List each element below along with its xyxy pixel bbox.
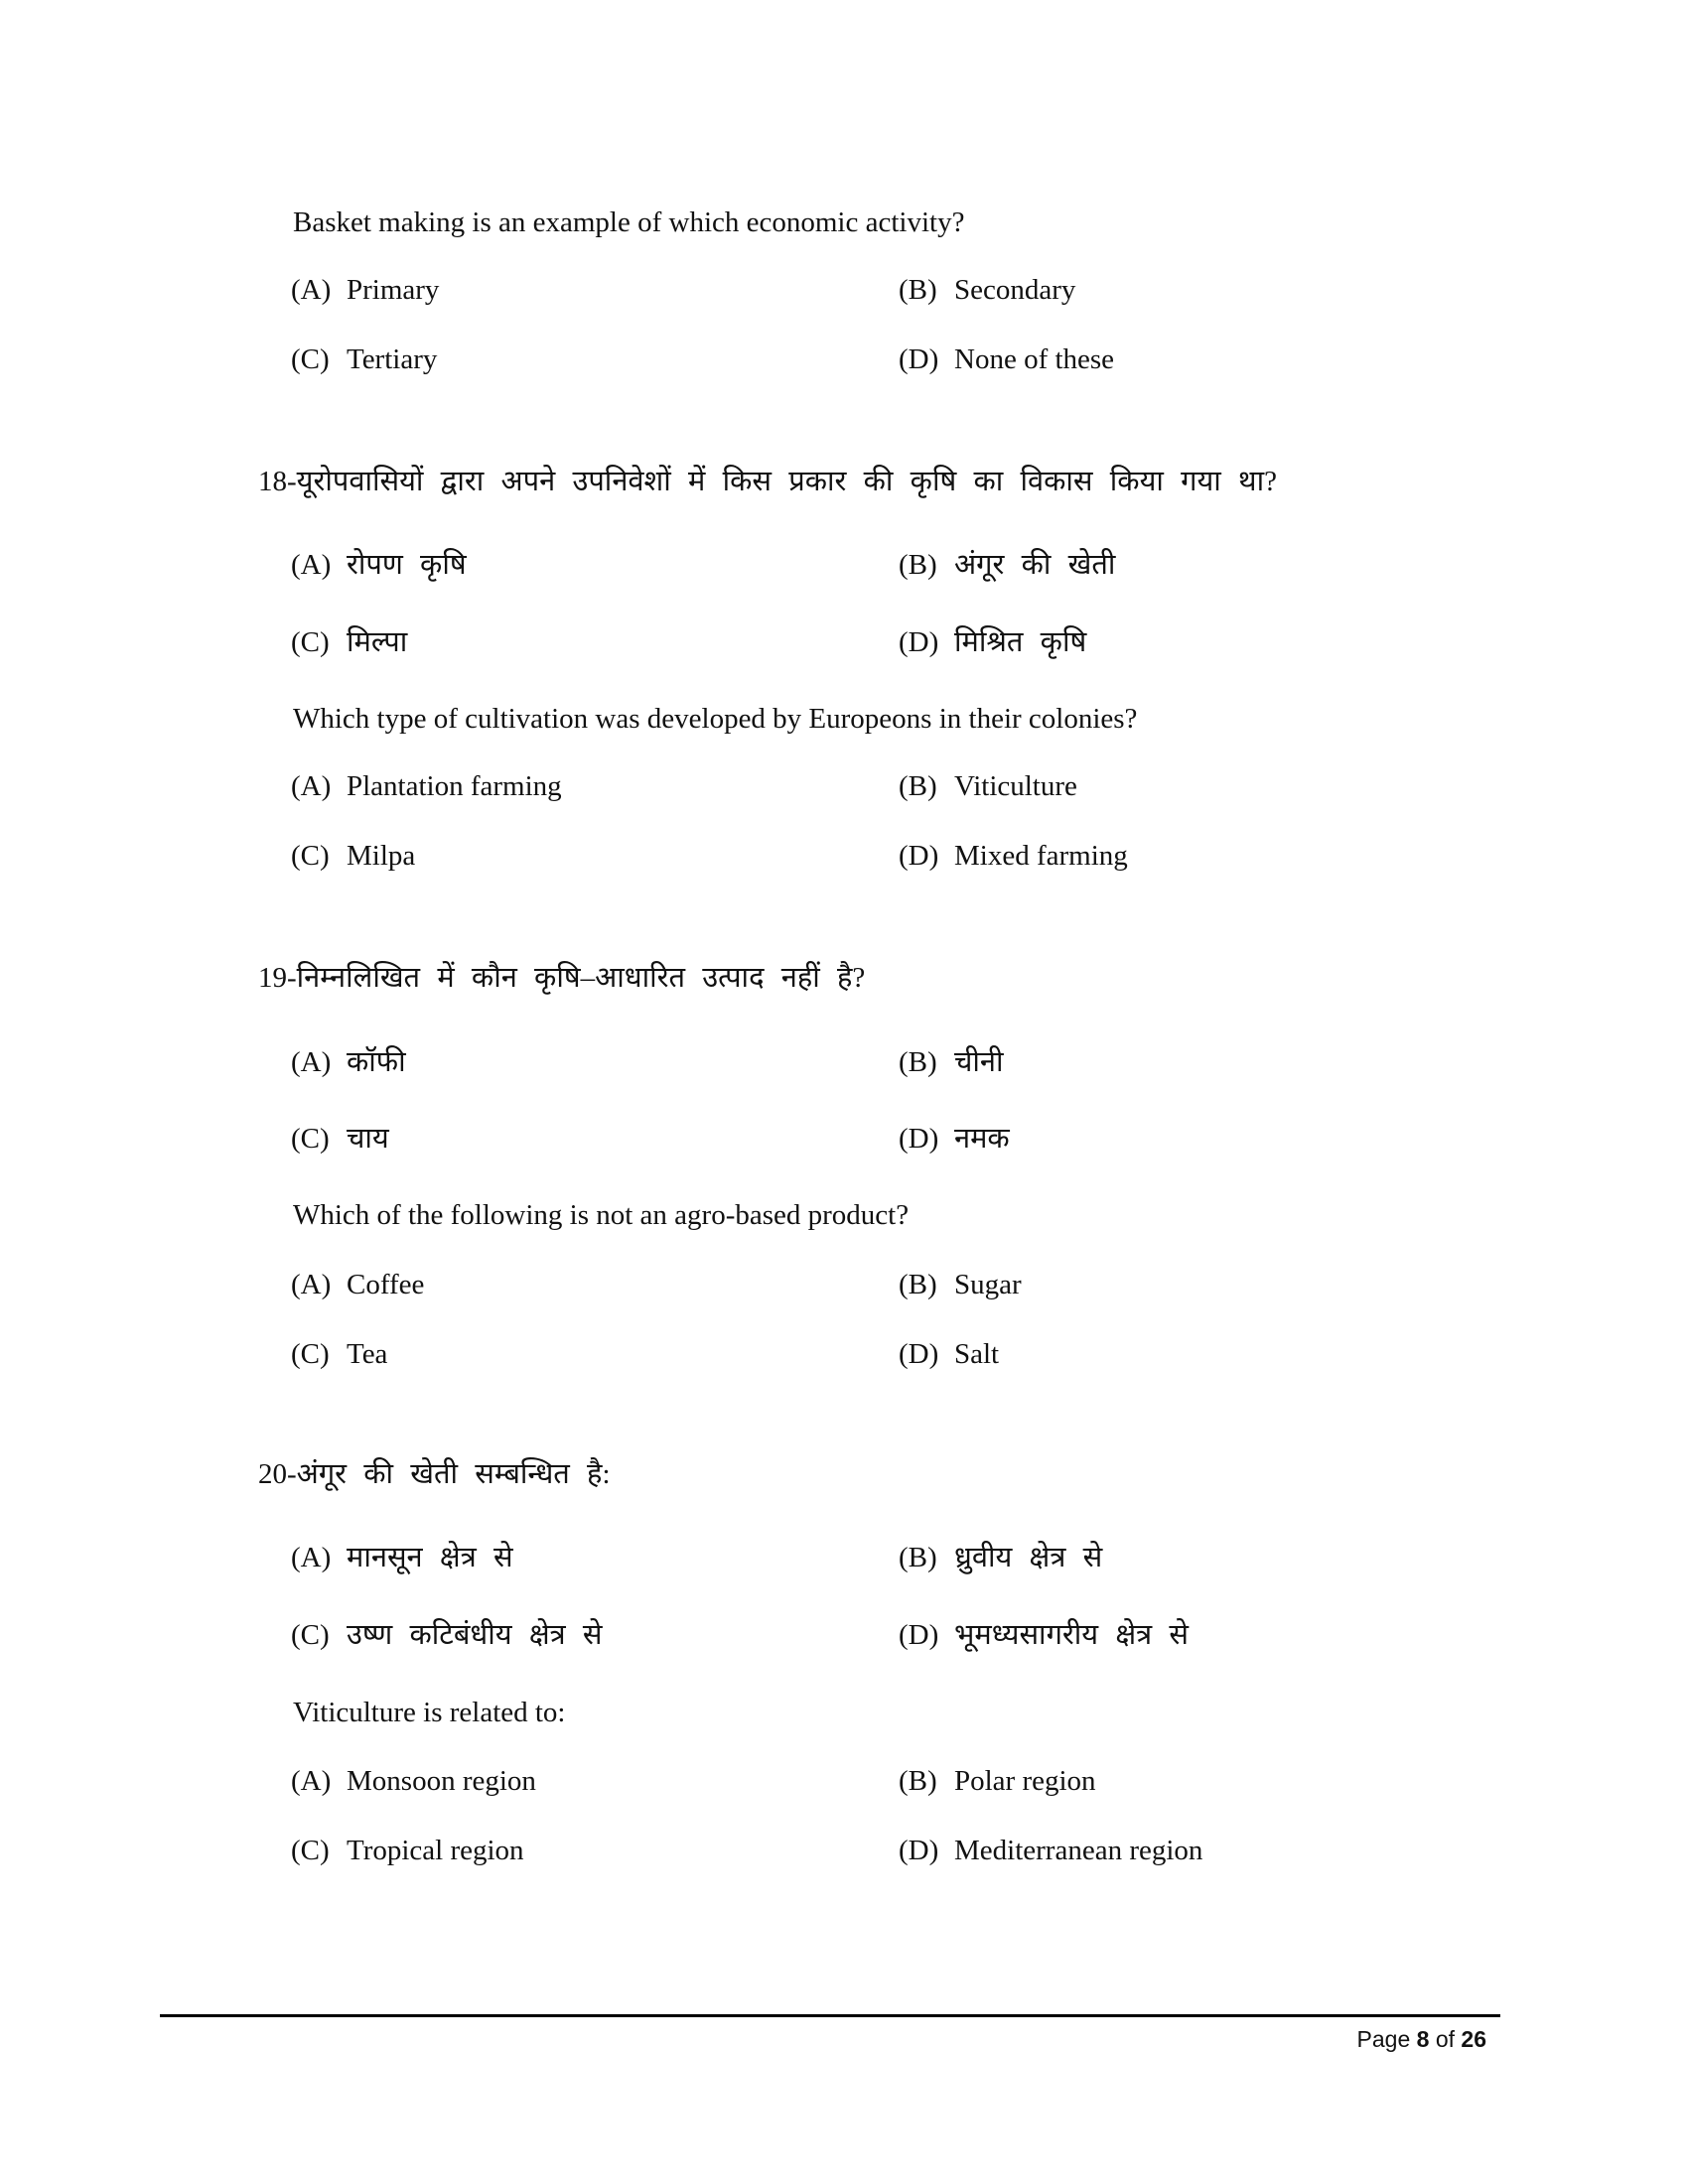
option-text: चाय <box>347 1123 389 1155</box>
option-text: None of these <box>954 343 1115 375</box>
option-label: (B) <box>899 1542 937 1573</box>
option-d <box>899 1620 1189 1650</box>
option-b <box>899 771 1077 801</box>
option-text: Milpa <box>347 840 416 872</box>
option-text: Polar region <box>954 1765 1096 1797</box>
question-number: 19- <box>258 962 297 994</box>
option-label: (C) <box>291 1123 330 1155</box>
option-a <box>291 1766 536 1796</box>
option-b <box>899 1047 1004 1077</box>
option-label: (D) <box>899 1619 939 1651</box>
page-prefix: Page <box>1356 2026 1411 2052</box>
option-c <box>291 344 437 374</box>
option-text: Sugar <box>954 1269 1022 1300</box>
option-b <box>899 275 1075 305</box>
option-b <box>899 1543 1102 1572</box>
option-label: (C) <box>291 1338 330 1370</box>
option-label: (A) <box>291 1542 332 1573</box>
option-text: Tea <box>347 1338 388 1370</box>
total-pages: 26 <box>1461 2026 1486 2052</box>
option-text: ध्रुवीय क्षेत्र से <box>954 1542 1103 1573</box>
option-label: (D) <box>899 343 939 375</box>
option-label: (B) <box>899 274 937 306</box>
footer-divider <box>160 2014 1500 2017</box>
option-label: (A) <box>291 549 332 581</box>
option-a <box>291 275 439 305</box>
option-label: (C) <box>291 626 330 658</box>
option-text: अंगूर की खेती <box>954 549 1116 581</box>
option-label: (B) <box>899 1046 937 1078</box>
option-a <box>291 1047 406 1077</box>
option-text: Mediterranean region <box>954 1835 1203 1866</box>
option-text: कॉफी <box>347 1046 406 1078</box>
option-b <box>899 550 1115 580</box>
option-a <box>291 771 562 801</box>
option-label: (A) <box>291 770 332 802</box>
option-text: Monsoon region <box>347 1765 536 1797</box>
of-label: of <box>1435 2026 1456 2052</box>
option-label: (C) <box>291 343 330 375</box>
option-label: (B) <box>899 549 937 581</box>
question-text: यूरोपवासियों द्वारा अपने उपनिवेशों में किस प्रकार की कृषि का विकास किया गया था? <box>296 466 1277 497</box>
question-20-hindi <box>258 1459 611 1489</box>
question-text: Basket making is an example of which economic activity? <box>293 206 965 238</box>
option-text: Plantation farming <box>347 770 562 802</box>
question-20-english <box>293 1698 565 1727</box>
option-d <box>899 1339 999 1369</box>
option-text: Mixed farming <box>954 840 1128 872</box>
option-a <box>291 1270 424 1299</box>
option-text: मिल्पा <box>347 626 408 658</box>
option-d <box>899 627 1086 657</box>
option-a <box>291 1543 513 1572</box>
option-text: Primary <box>347 274 440 306</box>
question-18-english <box>293 704 1137 734</box>
option-d <box>899 1836 1202 1865</box>
current-page: 8 <box>1416 2026 1430 2052</box>
option-text: Secondary <box>954 274 1076 306</box>
option-d <box>899 841 1128 871</box>
option-text: चीनी <box>954 1046 1004 1078</box>
option-text: Coffee <box>347 1269 425 1300</box>
option-label: (C) <box>291 1619 330 1651</box>
option-label: (A) <box>291 274 332 306</box>
question-text: Which of the following is not an agro-based product? <box>293 1199 910 1231</box>
option-c <box>291 627 407 657</box>
question-19-hindi <box>258 963 865 993</box>
option-c <box>291 1124 389 1154</box>
option-text: Tertiary <box>347 343 438 375</box>
option-label: (D) <box>899 626 939 658</box>
option-text: भूमध्यसागरीय क्षेत्र से <box>954 1619 1189 1651</box>
option-label: (C) <box>291 840 330 872</box>
option-label: (B) <box>899 1765 937 1797</box>
option-text: Tropical region <box>347 1835 524 1866</box>
option-b <box>899 1270 1022 1299</box>
question-text: निम्नलिखित में कौन कृषि–आधारित उत्पाद नहीं है? <box>296 962 866 994</box>
page-number <box>1357 2025 1486 2053</box>
option-c <box>291 841 415 871</box>
option-a <box>291 550 467 580</box>
option-c <box>291 1339 387 1369</box>
option-label: (D) <box>899 1338 939 1370</box>
option-label: (D) <box>899 840 939 872</box>
option-label: (C) <box>291 1835 330 1866</box>
option-label: (B) <box>899 770 937 802</box>
question-number: 20- <box>258 1458 297 1490</box>
question-text: Viticulture is related to: <box>293 1697 566 1728</box>
option-text: मानसून क्षेत्र से <box>347 1542 513 1573</box>
option-text: मिश्रित कृषि <box>954 626 1087 658</box>
option-label: (D) <box>899 1123 939 1155</box>
option-text: Viticulture <box>954 770 1077 802</box>
option-c <box>291 1620 602 1650</box>
question-17-english <box>293 207 964 237</box>
question-19-english <box>293 1200 909 1230</box>
question-text: अंगूर की खेती सम्बन्धित है: <box>296 1458 611 1490</box>
option-text: नमक <box>954 1123 1010 1155</box>
question-number: 18- <box>258 466 297 497</box>
option-d <box>899 1124 1010 1154</box>
option-d <box>899 344 1114 374</box>
question-18-hindi <box>258 467 1277 496</box>
question-text: Which type of cultivation was developed by Europeons in their colonies? <box>293 703 1138 735</box>
option-label: (A) <box>291 1269 332 1300</box>
option-label: (D) <box>899 1835 939 1866</box>
option-b <box>899 1766 1096 1796</box>
option-text: Salt <box>954 1338 1000 1370</box>
option-text: रोपण कृषि <box>347 549 467 581</box>
option-c <box>291 1836 524 1865</box>
option-label: (B) <box>899 1269 937 1300</box>
option-label: (A) <box>291 1046 332 1078</box>
option-text: उष्ण कटिबंधीय क्षेत्र से <box>347 1619 603 1651</box>
option-label: (A) <box>291 1765 332 1797</box>
